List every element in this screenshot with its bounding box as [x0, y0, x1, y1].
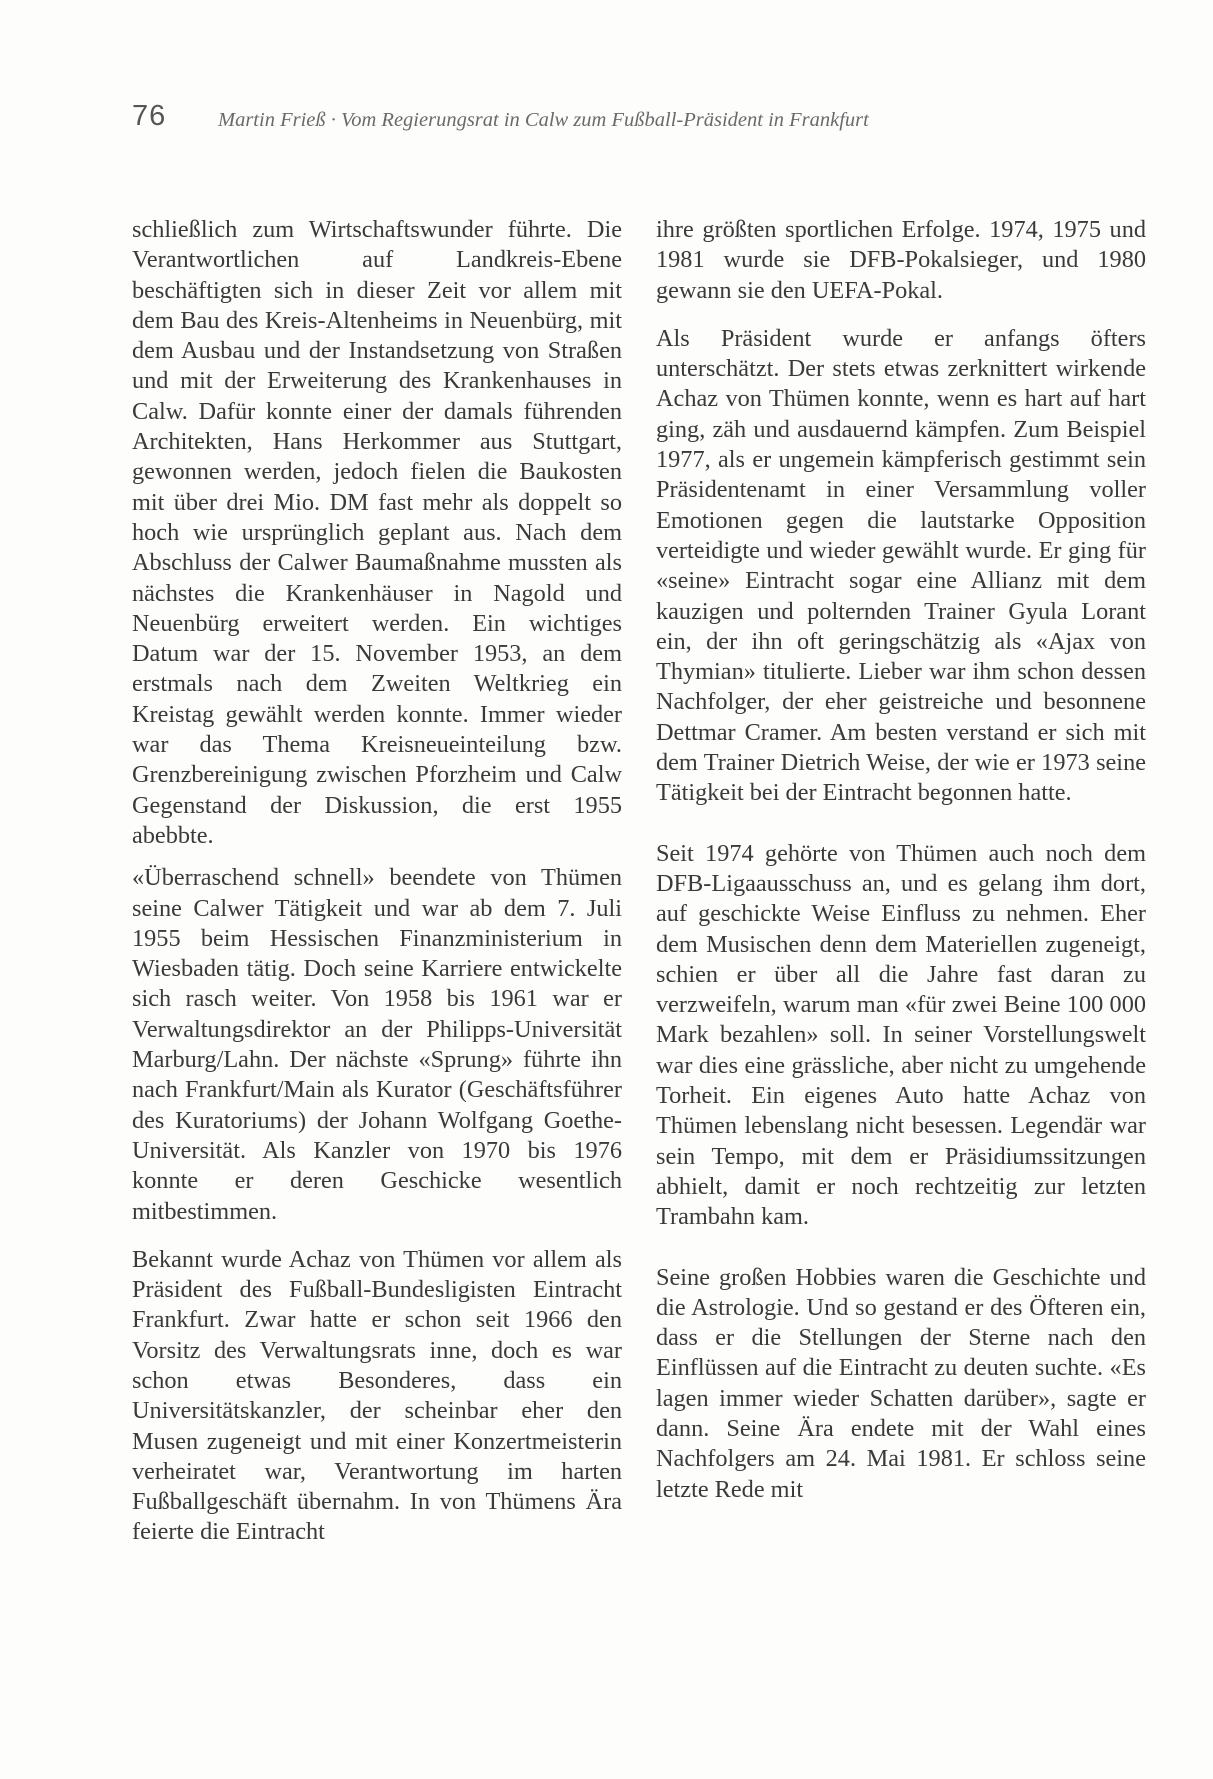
paragraph: ihre größten sportlichen Erfolge. 1974, 1975 und 1981 wurde sie DFB-Pokalsieger, und 1980 gewann sie den UEFA-Pokal.	[656, 216, 1146, 304]
right-column	[656, 215, 1146, 1505]
paragraph: Seit 1974 gehörte von Thümen auch noch dem DFB-Ligaausschuss an, und es gelang ihm dort, auf geschickte Weise Einfluss zu nehmen. Eher dem Musischen denn dem Materiellen zugeneigt, schien er über all die Jahre fast daran zu verzweifeln, warum man «für zwei Beine 100 000 Mark bezahlen» soll. In seiner Vorstellungswelt war dies eine grässliche, aber nicht zu umgehende Torheit. Ein eigenes Auto hatte Achaz von Thümen lebenslang nicht besessen. Legendär war sein Tempo, mit dem er Präsidiumssitzungen abhielt, damit er noch rechtzeitig zur letzten Trambahn kam.	[656, 839, 1146, 1231]
page-number: 76	[132, 100, 167, 132]
running-head-title: Martin Frieß · Vom Regierungsrat in Calw zum Fußball-Präsident in Frankfurt	[218, 109, 869, 131]
paragraph: Bekannt wurde Achaz von Thümen vor allem als Präsident des Fußball-Bundesligisten Eintracht Frankfurt. Zwar hatte er schon seit 1966 den Vorsitz des Verwaltungsrats inne, doch es war schon etwas Besonderes, dass ein Universitätskanzler, der scheinbar eher den Musen zugeneigt und mit einer Konzertmeisterin verheiratet war, Verantwortung im harten Fußballgeschäft übernahm. In von Thümens Ära feierte die Eintracht	[132, 1245, 622, 1546]
paragraph: Als Präsident wurde er anfangs öfters unterschätzt. Der stets etwas zerknittert wirkende Achaz von Thümen konnte, wenn es hart auf hart ging, zäh und ausdauernd kämpfen. Zum Beispiel 1977, als er ungemein kämpferisch gestimmt sein Präsidentenamt in einer Versammlung voller Emotionen gegen die lautstarke Opposition verteidigte und wieder gewählt wurde. Er ging für «seine» Eintracht sogar eine Allianz mit dem kauzigen und polternden Trainer Gyula Lorant ein, der ihn oft geringschätzig als «Ajax von Thymian» titulierte. Lieber war ihm schon dessen Nachfolger, der eher geistreiche und besonnene Dettmar Cramer. Am besten verstand er sich mit dem Trainer Dietrich Weise, der wie er 1973 seine Tätigkeit bei der Eintracht begonnen hatte.	[656, 324, 1146, 807]
paragraph: Seine großen Hobbies waren die Geschichte und die Astrologie. Und so gestand er des Öfteren ein, dass er die Stellungen der Sterne nach den Einflüssen auf die Eintracht zu deuten suchte. «Es lagen immer wieder Schatten darüber», sagte er dann. Seine Ära endete mit der Wahl eines Nachfolgers am 24. Mai 1981. Er schloss seine letzte Rede mit	[656, 1263, 1146, 1503]
left-column	[132, 215, 622, 1548]
paragraph: «Überraschend schnell» beendete von Thümen seine Calwer Tätigkeit und war ab dem 7. Juli 1955 beim Hessischen Finanzministerium in Wiesbaden tätig. Doch seine Karriere entwickelte sich rasch weiter. Von 1958 bis 1961 war er Verwaltungsdirektor an der Philipps-Universität Marburg/Lahn. Der nächste «Sprung» führte ihn nach Frankfurt/Main als Kurator (Geschäftsführer des Kuratoriums) der Johann Wolfgang Goethe-Universität. Als Kanzler von 1970 bis 1976 konnte er deren Geschicke wesentlich mitbestimmen.	[132, 864, 622, 1225]
paragraph: schließlich zum Wirtschaftswunder führte. Die Verantwortlichen auf Landkreis-Ebene beschäftigten sich in dieser Zeit vor allem mit dem Bau des Kreis-Altenheims in Neuenbürg, mit dem Ausbau und der Instandsetzung von Straßen und mit der Erweiterung des Krankenhauses in Calw. Dafür konnte einer der damals führenden Architekten, Hans Herkommer aus Stuttgart, gewonnen werden, jedoch fielen die Baukosten mit über drei Mio. DM fast mehr als doppelt so hoch wie ursprünglich geplant aus. Nach dem Abschluss der Calwer Baumaßnahme mussten als nächstes die Krankenhäuser in Nagold und Neuenbürg erweitert werden. Ein wichtiges Datum war der 15. November 1953, an dem erstmals nach dem Zweiten Weltkrieg ein Kreistag gewählt werden konnte. Immer wieder war das Thema Kreisneueinteilung bzw. Grenzbereinigung zwischen Pforzheim und Calw Gegenstand der Diskussion, die erst 1955 abebbte.	[132, 216, 622, 849]
running-head	[132, 100, 1012, 140]
